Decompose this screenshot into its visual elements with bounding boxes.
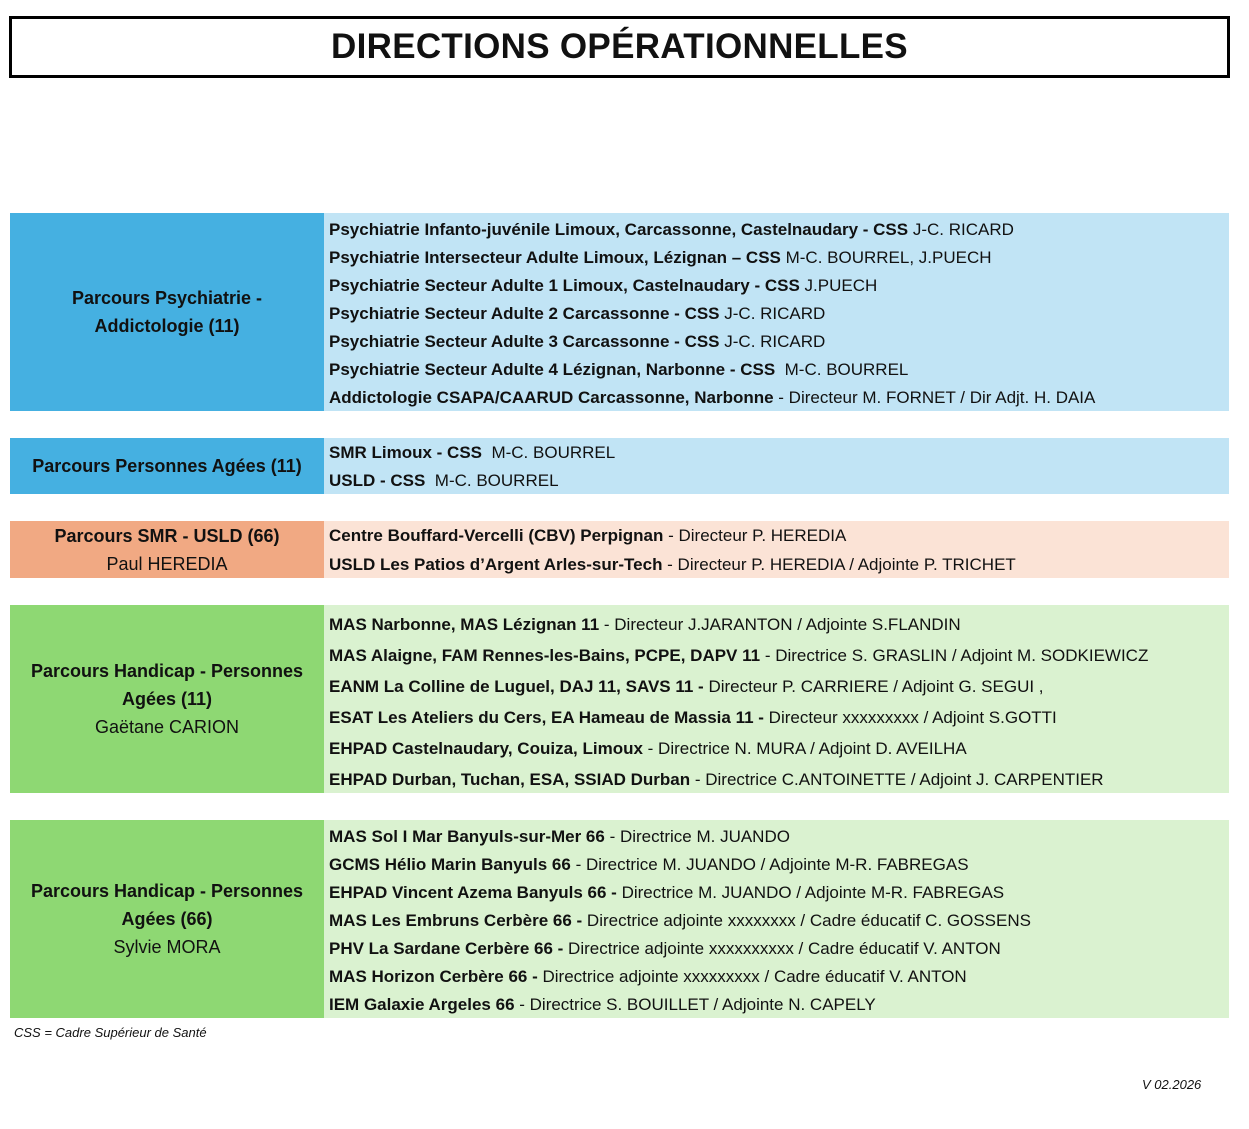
footnote: CSS = Cadre Supérieur de Santé — [14, 1025, 207, 1040]
section-rows — [324, 605, 1229, 793]
section-personnes-agees — [10, 438, 1229, 494]
list-item: ESAT Les Ateliers du Cers, EA Hameau de Massia 11 - Directeur xxxxxxxxx / Adjoint S.GOTTI — [329, 708, 1057, 727]
list-item: MAS Alaigne, FAM Rennes-les-Bains, PCPE, DAPV 11 - Directrice S. GRASLIN / Adjoint M. SODKIEWICZ — [329, 646, 1149, 665]
section-label-cell — [10, 605, 324, 793]
section-person: Paul HEREDIA — [106, 553, 228, 574]
list-item: GCMS Hélio Marin Banyuls 66 - Directrice M. JUANDO / Adjointe M-R. FABREGAS — [329, 855, 969, 874]
title-box — [9, 16, 1230, 78]
list-item: IEM Galaxie Argeles 66 - Directrice S. BOUILLET / Adjointe N. CAPELY — [329, 995, 876, 1014]
section-rows — [324, 213, 1229, 411]
list-item: Centre Bouffard-Vercelli (CBV) Perpignan - Directeur P. HEREDIA — [329, 526, 847, 545]
section-person: Gaëtane CARION — [94, 717, 240, 737]
section-rows — [324, 820, 1229, 1018]
section-person: Sylvie MORA — [113, 937, 221, 957]
list-item: PHV La Sardane Cerbère 66 - Directrice adjointe xxxxxxxxxx / Cadre éducatif V. ANTON — [329, 939, 1001, 958]
list-item: Psychiatrie Intersecteur Adulte Limoux, Lézignan – CSS M-C. BOURREL, J.PUECH — [329, 248, 992, 267]
section-label: Parcours Handicap - Personnes Agées (11) — [30, 661, 304, 709]
section-label-cell — [10, 521, 324, 578]
section-label: Parcours Handicap - Personnes Agées (66) — [30, 881, 304, 929]
list-item: EHPAD Vincent Azema Banyuls 66 - Directrice M. JUANDO / Adjointe M-R. FABREGAS — [329, 883, 1005, 902]
list-item: SMR Limoux - CSS M-C. BOURREL — [329, 443, 616, 462]
section-handicap-11 — [10, 605, 1229, 793]
section-smr-usld — [10, 521, 1229, 578]
list-item: USLD Les Patios d’Argent Arles-sur-Tech - Directeur P. HEREDIA / Adjointe P. TRICHET — [329, 555, 1016, 574]
section-rows — [324, 438, 1229, 494]
list-item: Psychiatrie Secteur Adulte 2 Carcassonne - CSS J-C. RICARD — [329, 304, 826, 323]
section-psychiatrie — [10, 213, 1229, 411]
section-label: Parcours Psychiatrie - Addictologie (11) — [71, 288, 263, 336]
list-item: Psychiatrie Secteur Adulte 1 Limoux, Castelnaudary - CSS J.PUECH — [329, 276, 878, 295]
list-item: USLD - CSS M-C. BOURREL — [329, 471, 559, 490]
section-label: Parcours Personnes Agées (11) — [32, 456, 302, 476]
page-title: DIRECTIONS OPÉRATIONNELLES — [331, 27, 908, 66]
list-item: Addictologie CSAPA/CAARUD Carcassonne, Narbonne - Directeur M. FORNET / Dir Adjt. H. DAIA — [329, 388, 1096, 407]
list-item: MAS Sol I Mar Banyuls-sur-Mer 66 - Directrice M. JUANDO — [329, 827, 790, 846]
section-label: Parcours SMR - USLD (66) — [54, 525, 280, 546]
list-item: EHPAD Durban, Tuchan, ESA, SSIAD Durban - Directrice C.ANTOINETTE / Adjoint J. CARPENTIER — [329, 770, 1104, 789]
section-label-cell — [10, 213, 324, 411]
version-label: V 02.2026 — [1142, 1077, 1202, 1092]
list-item: Psychiatrie Infanto-juvénile Limoux, Carcassonne, Castelnaudary - CSS J-C. RICARD — [329, 220, 1014, 239]
section-handicap-66 — [10, 820, 1229, 1018]
list-item: MAS Les Embruns Cerbère 66 - Directrice adjointe xxxxxxxx / Cadre éducatif C. GOSSENS — [329, 911, 1031, 930]
list-item: EANM La Colline de Luguel, DAJ 11, SAVS 11 - Directeur P. CARRIERE / Adjoint G. SEGUI , — [329, 677, 1044, 696]
list-item: EHPAD Castelnaudary, Couiza, Limoux - Directrice N. MURA / Adjoint D. AVEILHA — [329, 739, 967, 758]
section-rows — [324, 521, 1229, 578]
list-item: MAS Horizon Cerbère 66 - Directrice adjointe xxxxxxxxx / Cadre éducatif V. ANTON — [329, 967, 967, 986]
list-item: Psychiatrie Secteur Adulte 3 Carcassonne - CSS J-C. RICARD — [329, 332, 826, 351]
section-label-cell — [10, 438, 324, 494]
section-label-cell — [10, 820, 324, 1018]
list-item: MAS Narbonne, MAS Lézignan 11 - Directeur J.JARANTON / Adjointe S.FLANDIN — [329, 615, 961, 634]
list-item: Psychiatrie Secteur Adulte 4 Lézignan, Narbonne - CSS M-C. BOURREL — [329, 360, 909, 379]
